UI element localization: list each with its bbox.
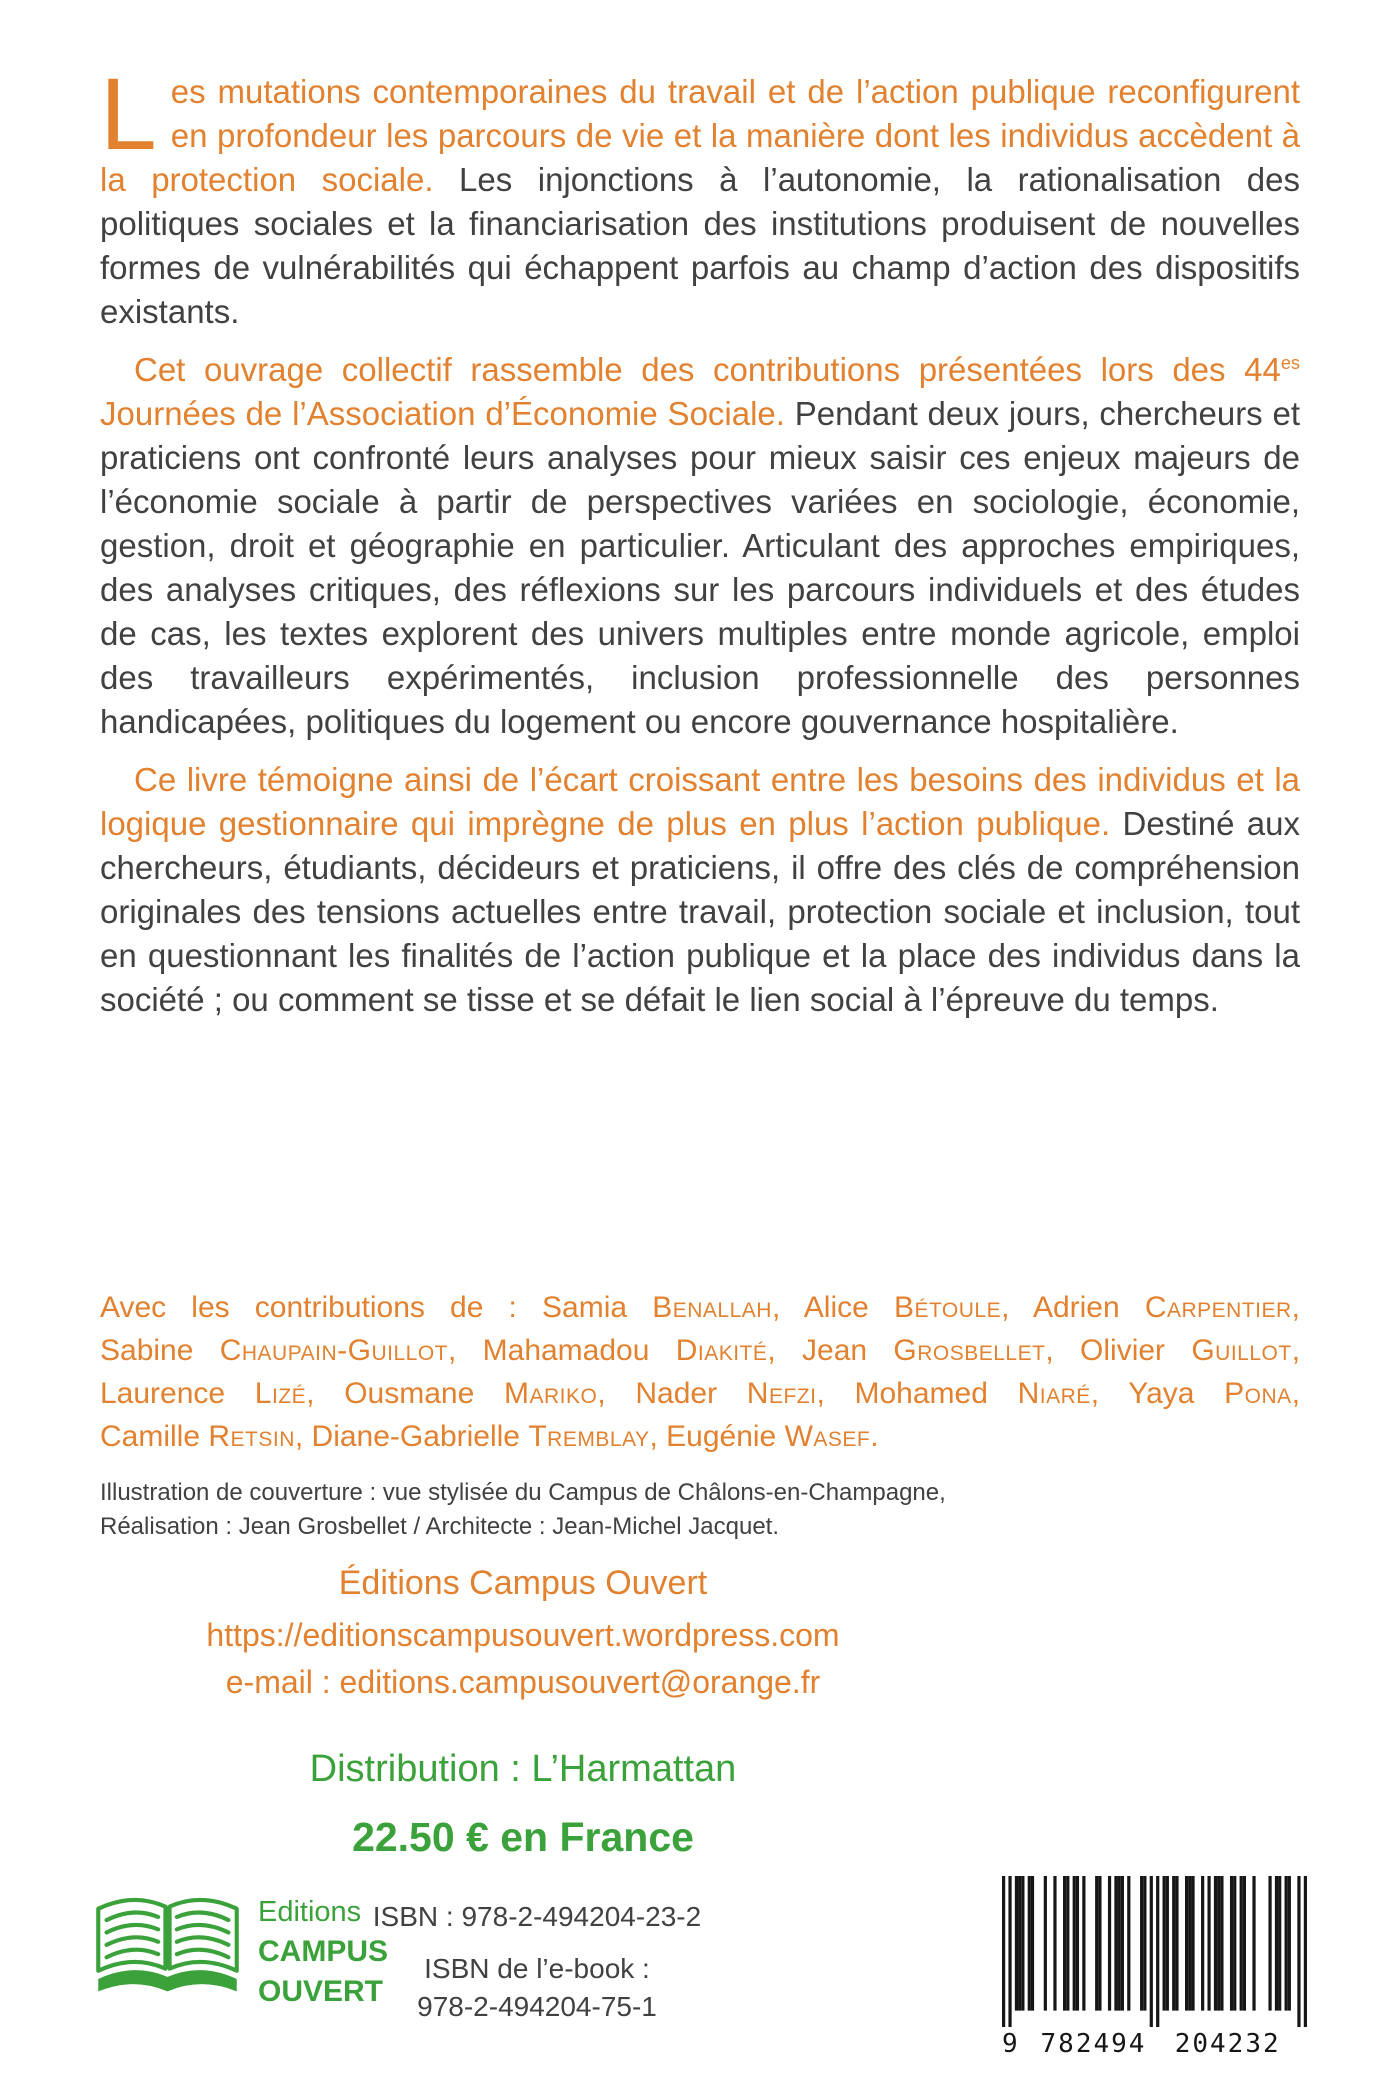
publisher-logo-text xyxy=(258,1892,388,2012)
paragraph-3 xyxy=(100,758,1300,1022)
contributors-text: Avec les contributions de : Samia Benallah, Alice Bétoule, Adrien Carpentier, Sabine Chaupain-Guillot, Mahamadou Diakité, Jean Grosbellet, Olivier Guillot, Laurence Lizé, Ousmane Mariko, Nader Nefzi, Mohamed Niaré, Yaya Pona, Camille Retsin, Diane-Gabrielle Tremblay, Eugénie Wasef. xyxy=(100,1291,1301,1453)
paragraph-2-lead-continued: Journées de l’Association d’Économie Sociale. xyxy=(100,395,785,432)
price-line: 22.50 € en France xyxy=(352,1814,694,1860)
publisher-name: Éditions Campus Ouvert xyxy=(338,1564,708,1602)
paragraph-1-rest: Les injonctions à l’autonomie, la rationalisation des politiques sociales et la financiarisation des institutions produisent de nouvelles formes de vulnérabilités qui échappent parfois au champ d’action des dispositifs existants. xyxy=(100,161,1301,330)
dropcap-letter: L xyxy=(100,57,157,171)
barcode-digit-lead: 9 xyxy=(1002,2029,1018,2060)
logo-campus: CAMPUS xyxy=(258,1935,389,1968)
paragraph-2-rest: Pendant deux jours, chercheurs et praticiens ont confronté leurs analyses pour mieux saisir ces enjeux majeurs de l’économie sociale à partir de perspectives variées en sociologie, économie, gestion, droit et géographie en particulier. Articulant des approches empiriques, des analyses critiques, des réflexions sur les parcours individuels et des études de cas, les textes explorent des univers multiples entre monde agricole, emploi des travailleurs expérimentés, inclusion professionnelle des personnes handicapées, politiques du logement ou encore gouvernance hospitalière. xyxy=(100,395,1301,740)
isbn-block xyxy=(372,1898,702,2026)
superscript-es: es xyxy=(1280,353,1300,373)
barcode xyxy=(1002,1876,1307,2059)
contributors-block xyxy=(100,1256,1300,1488)
publisher-logo xyxy=(90,1884,245,2012)
paragraph-1-lead: es mutations contemporaines du travail et de l’action publique reconfigurent en profondeur les parcours de vie et la manière dont les individus accèdent à la protection sociale. xyxy=(100,73,1300,198)
publisher-block xyxy=(0,1564,1046,1701)
barcode-digits-right: 204232 xyxy=(1174,2029,1281,2060)
paragraph-3-rest: Destiné aux chercheurs, étudiants, décideurs et praticiens, il offre des clés de compréhension originales des tensions actuelles entre travail, protection sociale et inclusion, tout en questionnant les finalités de l’action publique et la place des individus dans la société ; ou comment se tisse et se défait le lien social à l’épreuve du temps. xyxy=(100,805,1300,1018)
barcode-digits-left: 782494 xyxy=(1040,2029,1147,2060)
paragraph-3-lead: Ce livre témoigne ainsi de l’écart croissant entre les besoins des individus et la logique gestionnaire qui imprègne de plus en plus l’action publique. xyxy=(100,761,1300,842)
barcode-digits xyxy=(1002,2029,1307,2059)
isbn-ebook-number: 978-2-494204-75-1 xyxy=(417,1991,657,2022)
logo-ouvert: OUVERT xyxy=(258,1975,384,2008)
publisher-website: https://editionscampusouvert.wordpress.com xyxy=(206,1617,840,1653)
barcode-bars xyxy=(1002,1876,1307,2027)
logo-editions: Editions xyxy=(258,1896,362,1928)
synopsis xyxy=(100,57,1301,1036)
isbn-ebook-label: ISBN de l’e-book : xyxy=(424,1953,650,1984)
credits-line-1: Illustration de couverture : vue stylisée du Campus de Châlons-en-Champagne, xyxy=(100,1479,946,1506)
paragraph-1 xyxy=(100,57,1301,334)
isbn-print: ISBN : 978-2-494204-23-2 xyxy=(372,1901,702,1932)
paragraph-2 xyxy=(100,348,1300,744)
cover-credits xyxy=(100,1476,946,1544)
distribution-line: Distribution : L’Harmattan xyxy=(309,1748,737,1790)
publisher-email: e-mail : editions.campusouvert@orange.fr xyxy=(225,1664,821,1700)
paragraph-2-lead: Cet ouvrage collectif rassemble des contributions présentées lors des 44 xyxy=(134,351,1281,388)
credits-line-2: Réalisation : Jean Grosbellet / Architecte : Jean-Michel Jacquet. xyxy=(100,1513,780,1540)
open-book-icon xyxy=(90,1884,245,2012)
